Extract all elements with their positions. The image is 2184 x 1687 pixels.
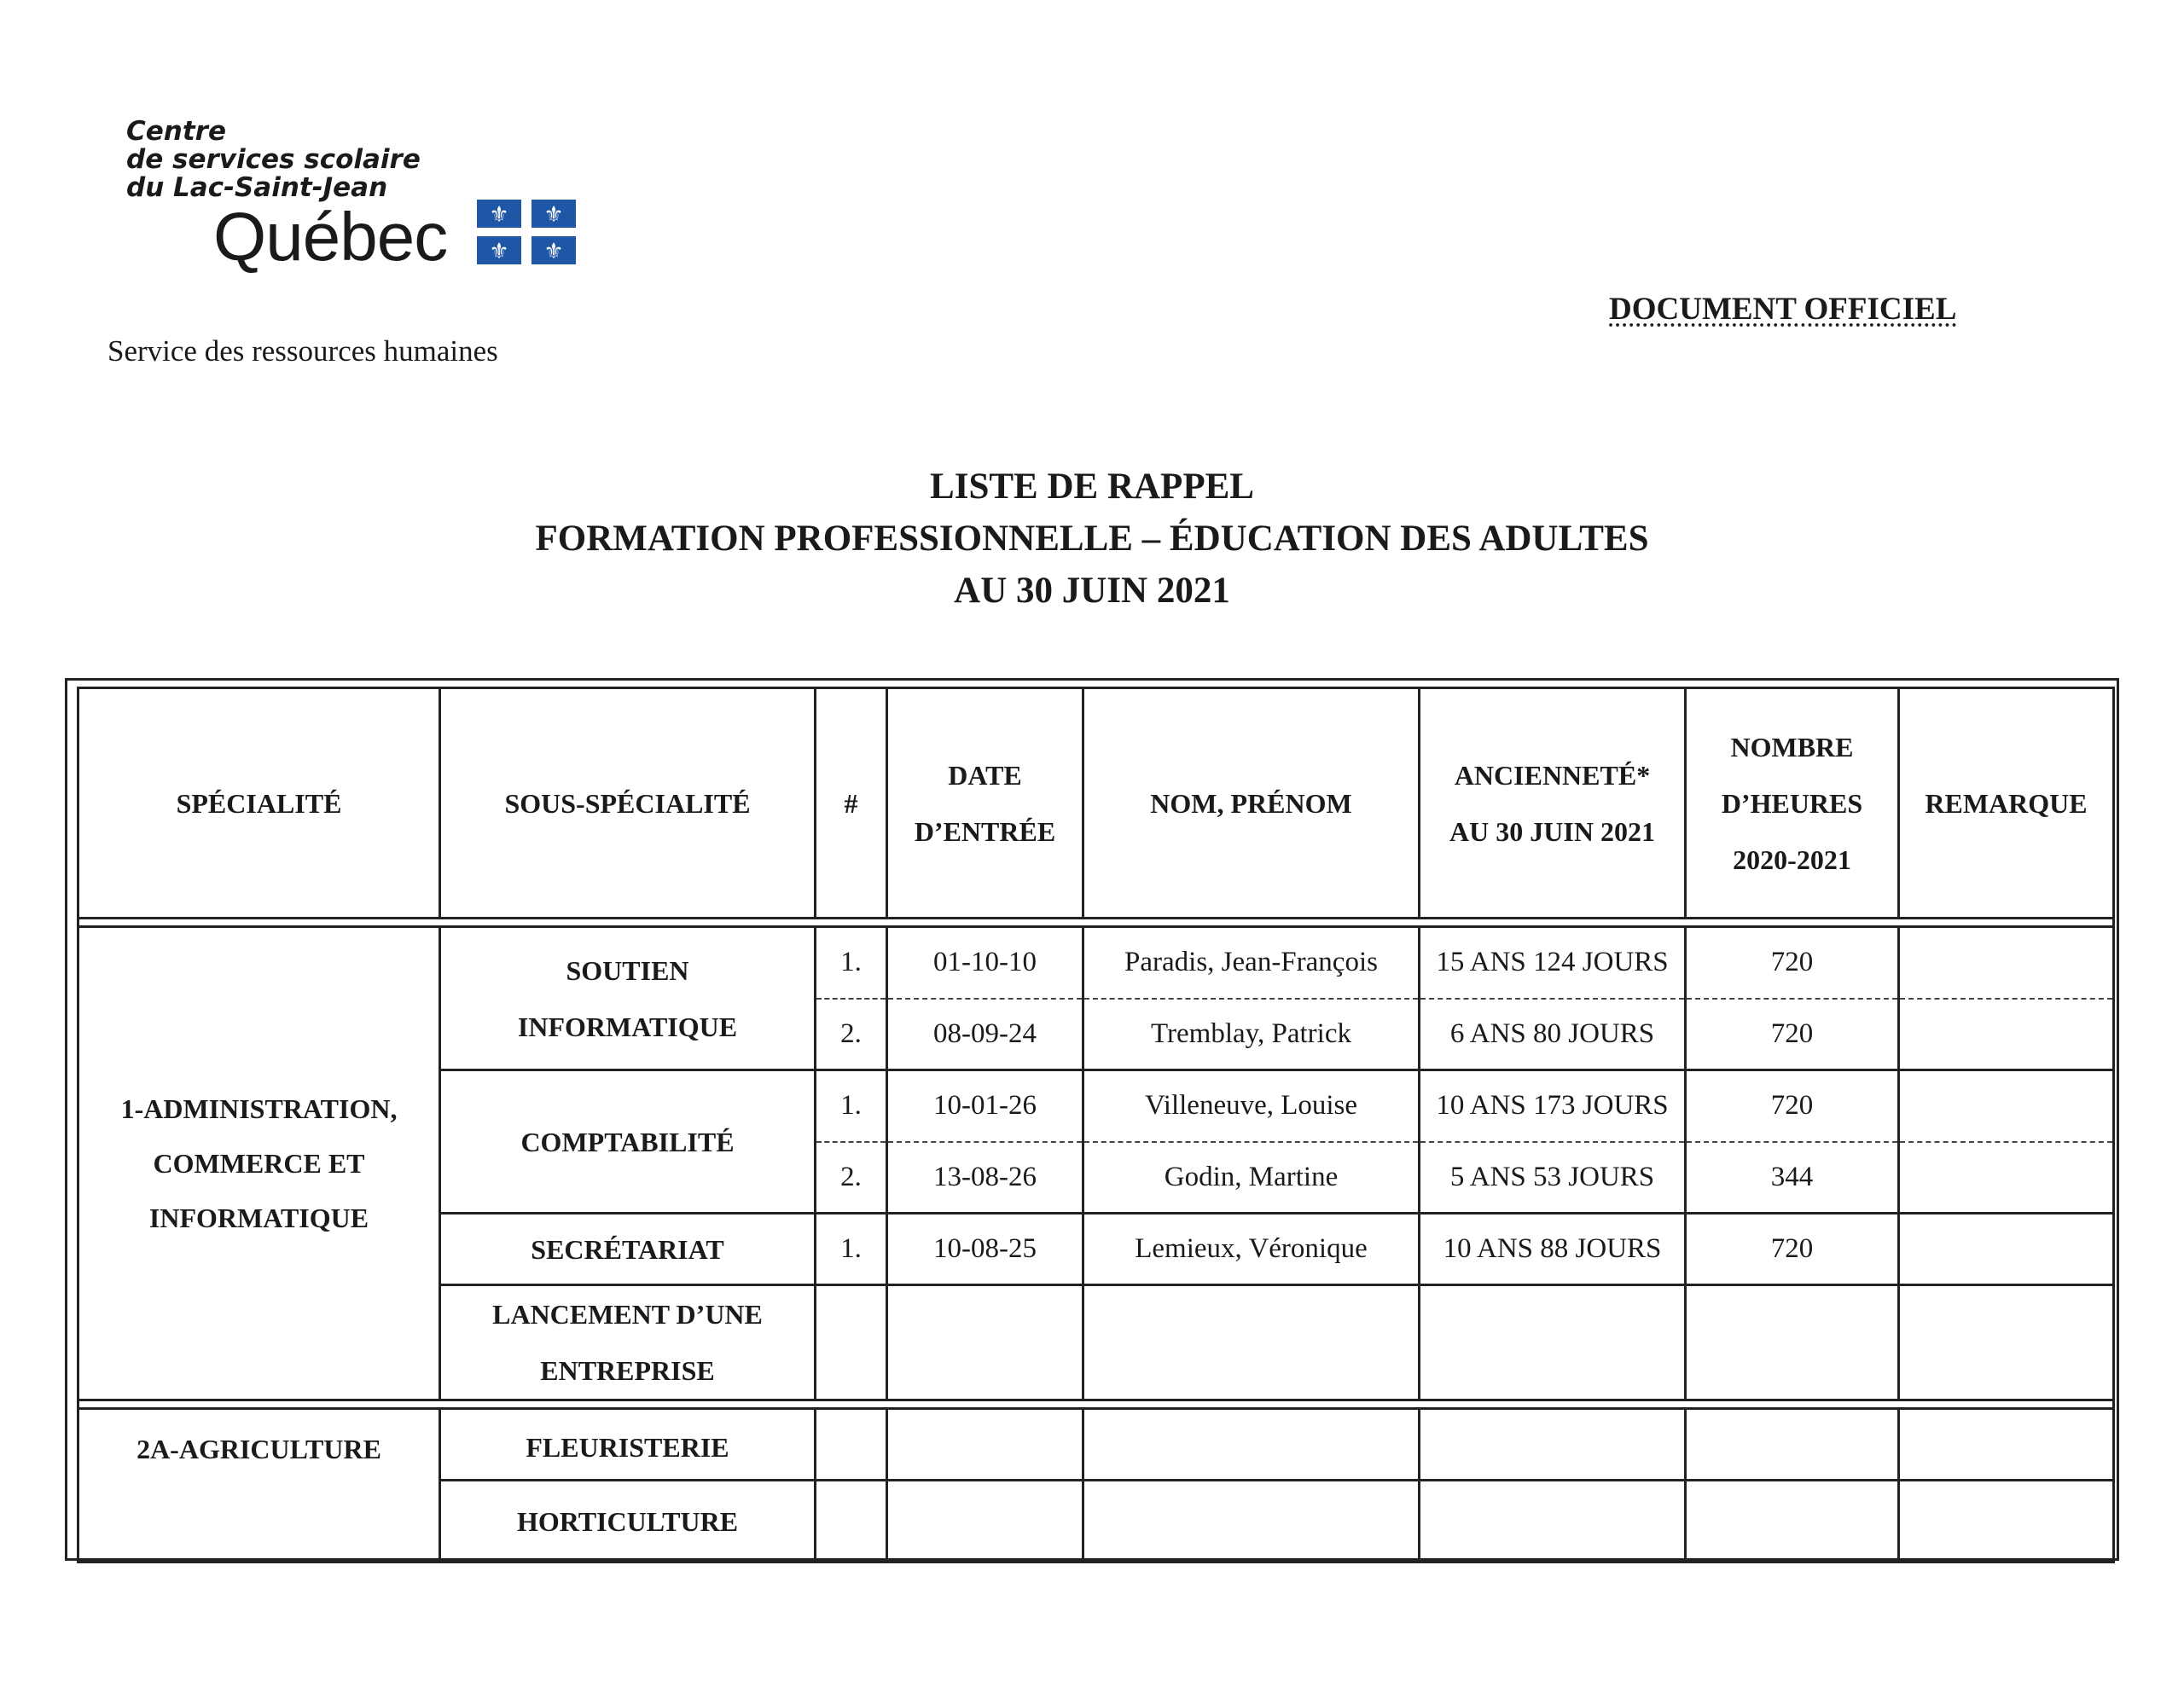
cell-date: 01-10-10 bbox=[887, 927, 1083, 999]
cell-rank: 2. bbox=[816, 999, 887, 1070]
cell-rank: 1. bbox=[816, 1214, 887, 1285]
cell-empty bbox=[887, 1285, 1083, 1400]
cell-anciennete: 10 ANS 173 JOURS bbox=[1420, 1070, 1686, 1142]
cell-empty bbox=[1083, 1409, 1420, 1481]
sous-specialite-lancement-entreprise: LANCEMENT D’UNE ENTREPRISE bbox=[440, 1285, 816, 1400]
cell-empty bbox=[1686, 1481, 1899, 1562]
header-specialite: SPÉCIALITÉ bbox=[78, 688, 440, 919]
cell-rank: 1. bbox=[816, 1070, 887, 1142]
cell-heures: 720 bbox=[1686, 1214, 1899, 1285]
cell-empty bbox=[887, 1409, 1083, 1481]
title-line-3: AU 30 JUIN 2021 bbox=[954, 571, 1230, 611]
cell-remarque bbox=[1899, 1070, 2114, 1142]
cell-rank: 1. bbox=[816, 927, 887, 999]
group-separator bbox=[78, 1400, 2114, 1409]
header-nombre-heures: NOMBRE D’HEURES 2020-2021 bbox=[1686, 688, 1899, 919]
cell-heures: 720 bbox=[1686, 927, 1899, 999]
recall-table-container bbox=[77, 687, 2112, 1563]
svg-text:⚜: ⚜ bbox=[489, 202, 509, 228]
group-separator bbox=[78, 919, 2114, 927]
cell-anciennete: 15 ANS 124 JOURS bbox=[1420, 927, 1686, 999]
sous-specialite-soutien-informatique: SOUTIEN INFORMATIQUE bbox=[440, 927, 816, 1070]
cell-empty bbox=[1420, 1285, 1686, 1400]
cell-heures: 720 bbox=[1686, 1070, 1899, 1142]
sous-specialite-secretariat: SECRÉTARIAT bbox=[440, 1214, 816, 1285]
svg-text:⚜: ⚜ bbox=[543, 239, 564, 264]
cell-empty bbox=[1420, 1409, 1686, 1481]
cell-empty bbox=[1420, 1481, 1686, 1562]
cell-empty bbox=[816, 1285, 887, 1400]
sous-specialite-horticulture: HORTICULTURE bbox=[440, 1481, 816, 1562]
header-remarque: REMARQUE bbox=[1899, 688, 2114, 919]
cell-anciennete: 10 ANS 88 JOURS bbox=[1420, 1214, 1686, 1285]
header-rank: # bbox=[816, 688, 887, 919]
cell-heures: 720 bbox=[1686, 999, 1899, 1070]
table-row bbox=[78, 927, 2114, 999]
sous-specialite-fleuristerie: FLEURISTERIE bbox=[440, 1409, 816, 1481]
cell-rank: 2. bbox=[816, 1142, 887, 1214]
cell-empty bbox=[1083, 1481, 1420, 1562]
cell-empty bbox=[1686, 1409, 1899, 1481]
cell-date: 13-08-26 bbox=[887, 1142, 1083, 1214]
cell-anciennete: 6 ANS 80 JOURS bbox=[1420, 999, 1686, 1070]
header-anciennete: ANCIENNETÉ* AU 30 JUIN 2021 bbox=[1420, 688, 1686, 919]
org-name-line-1: Centre bbox=[126, 116, 226, 147]
cell-empty bbox=[1686, 1285, 1899, 1400]
cell-date: 10-01-26 bbox=[887, 1070, 1083, 1142]
header-nom-prenom: NOM, PRÉNOM bbox=[1083, 688, 1420, 919]
cell-empty bbox=[1899, 1481, 2114, 1562]
recall-table bbox=[77, 687, 2115, 1563]
cell-empty bbox=[816, 1481, 887, 1562]
cell-remarque bbox=[1899, 927, 2114, 999]
header-sous-specialite: SOUS-SPÉCIALITÉ bbox=[440, 688, 816, 919]
cell-date: 08-09-24 bbox=[887, 999, 1083, 1070]
cell-empty bbox=[1899, 1409, 2114, 1481]
specialite-agriculture: 2A-AGRICULTURE bbox=[78, 1409, 440, 1562]
title-line-2: FORMATION PROFESSIONNELLE – ÉDUCATION DES ADULTES bbox=[535, 519, 1649, 559]
service-label: Service des ressources humaines bbox=[107, 334, 498, 368]
cell-remarque bbox=[1899, 1214, 2114, 1285]
header-row bbox=[78, 688, 2114, 919]
cell-date: 10-08-25 bbox=[887, 1214, 1083, 1285]
cell-remarque bbox=[1899, 1142, 2114, 1214]
document-title bbox=[0, 461, 2184, 617]
org-name-line-2: de services scolaire bbox=[126, 144, 421, 175]
cell-nom: Villeneuve, Louise bbox=[1083, 1070, 1420, 1142]
cell-empty bbox=[1083, 1285, 1420, 1400]
cell-nom: Lemieux, Véronique bbox=[1083, 1214, 1420, 1285]
title-line-1: LISTE DE RAPPEL bbox=[930, 467, 1254, 507]
specialite-administration: 1-ADMINISTRATION, COMMERCE ET INFORMATIQUE bbox=[78, 927, 440, 1400]
org-name-line-3: du Lac-Saint-Jean bbox=[126, 172, 388, 203]
cell-remarque bbox=[1899, 999, 2114, 1070]
fleurdelise-flag-icon bbox=[475, 198, 578, 266]
svg-text:⚜: ⚜ bbox=[489, 239, 509, 264]
cell-empty bbox=[887, 1481, 1083, 1562]
cell-nom: Paradis, Jean-François bbox=[1083, 927, 1420, 999]
cell-nom: Tremblay, Patrick bbox=[1083, 999, 1420, 1070]
document-status: DOCUMENT OFFICIEL bbox=[1609, 292, 1957, 327]
svg-text:⚜: ⚜ bbox=[543, 202, 564, 228]
table-row bbox=[78, 1409, 2114, 1481]
cell-empty bbox=[1899, 1285, 2114, 1400]
cell-anciennete: 5 ANS 53 JOURS bbox=[1420, 1142, 1686, 1214]
org-name bbox=[126, 118, 421, 202]
sous-specialite-comptabilite: COMPTABILITÉ bbox=[440, 1070, 816, 1214]
cell-nom: Godin, Martine bbox=[1083, 1142, 1420, 1214]
cell-empty bbox=[816, 1409, 887, 1481]
cell-heures: 344 bbox=[1686, 1142, 1899, 1214]
header-date-entree: DATE D’ENTRÉE bbox=[887, 688, 1083, 919]
quebec-wordmark: Québec bbox=[213, 199, 448, 275]
